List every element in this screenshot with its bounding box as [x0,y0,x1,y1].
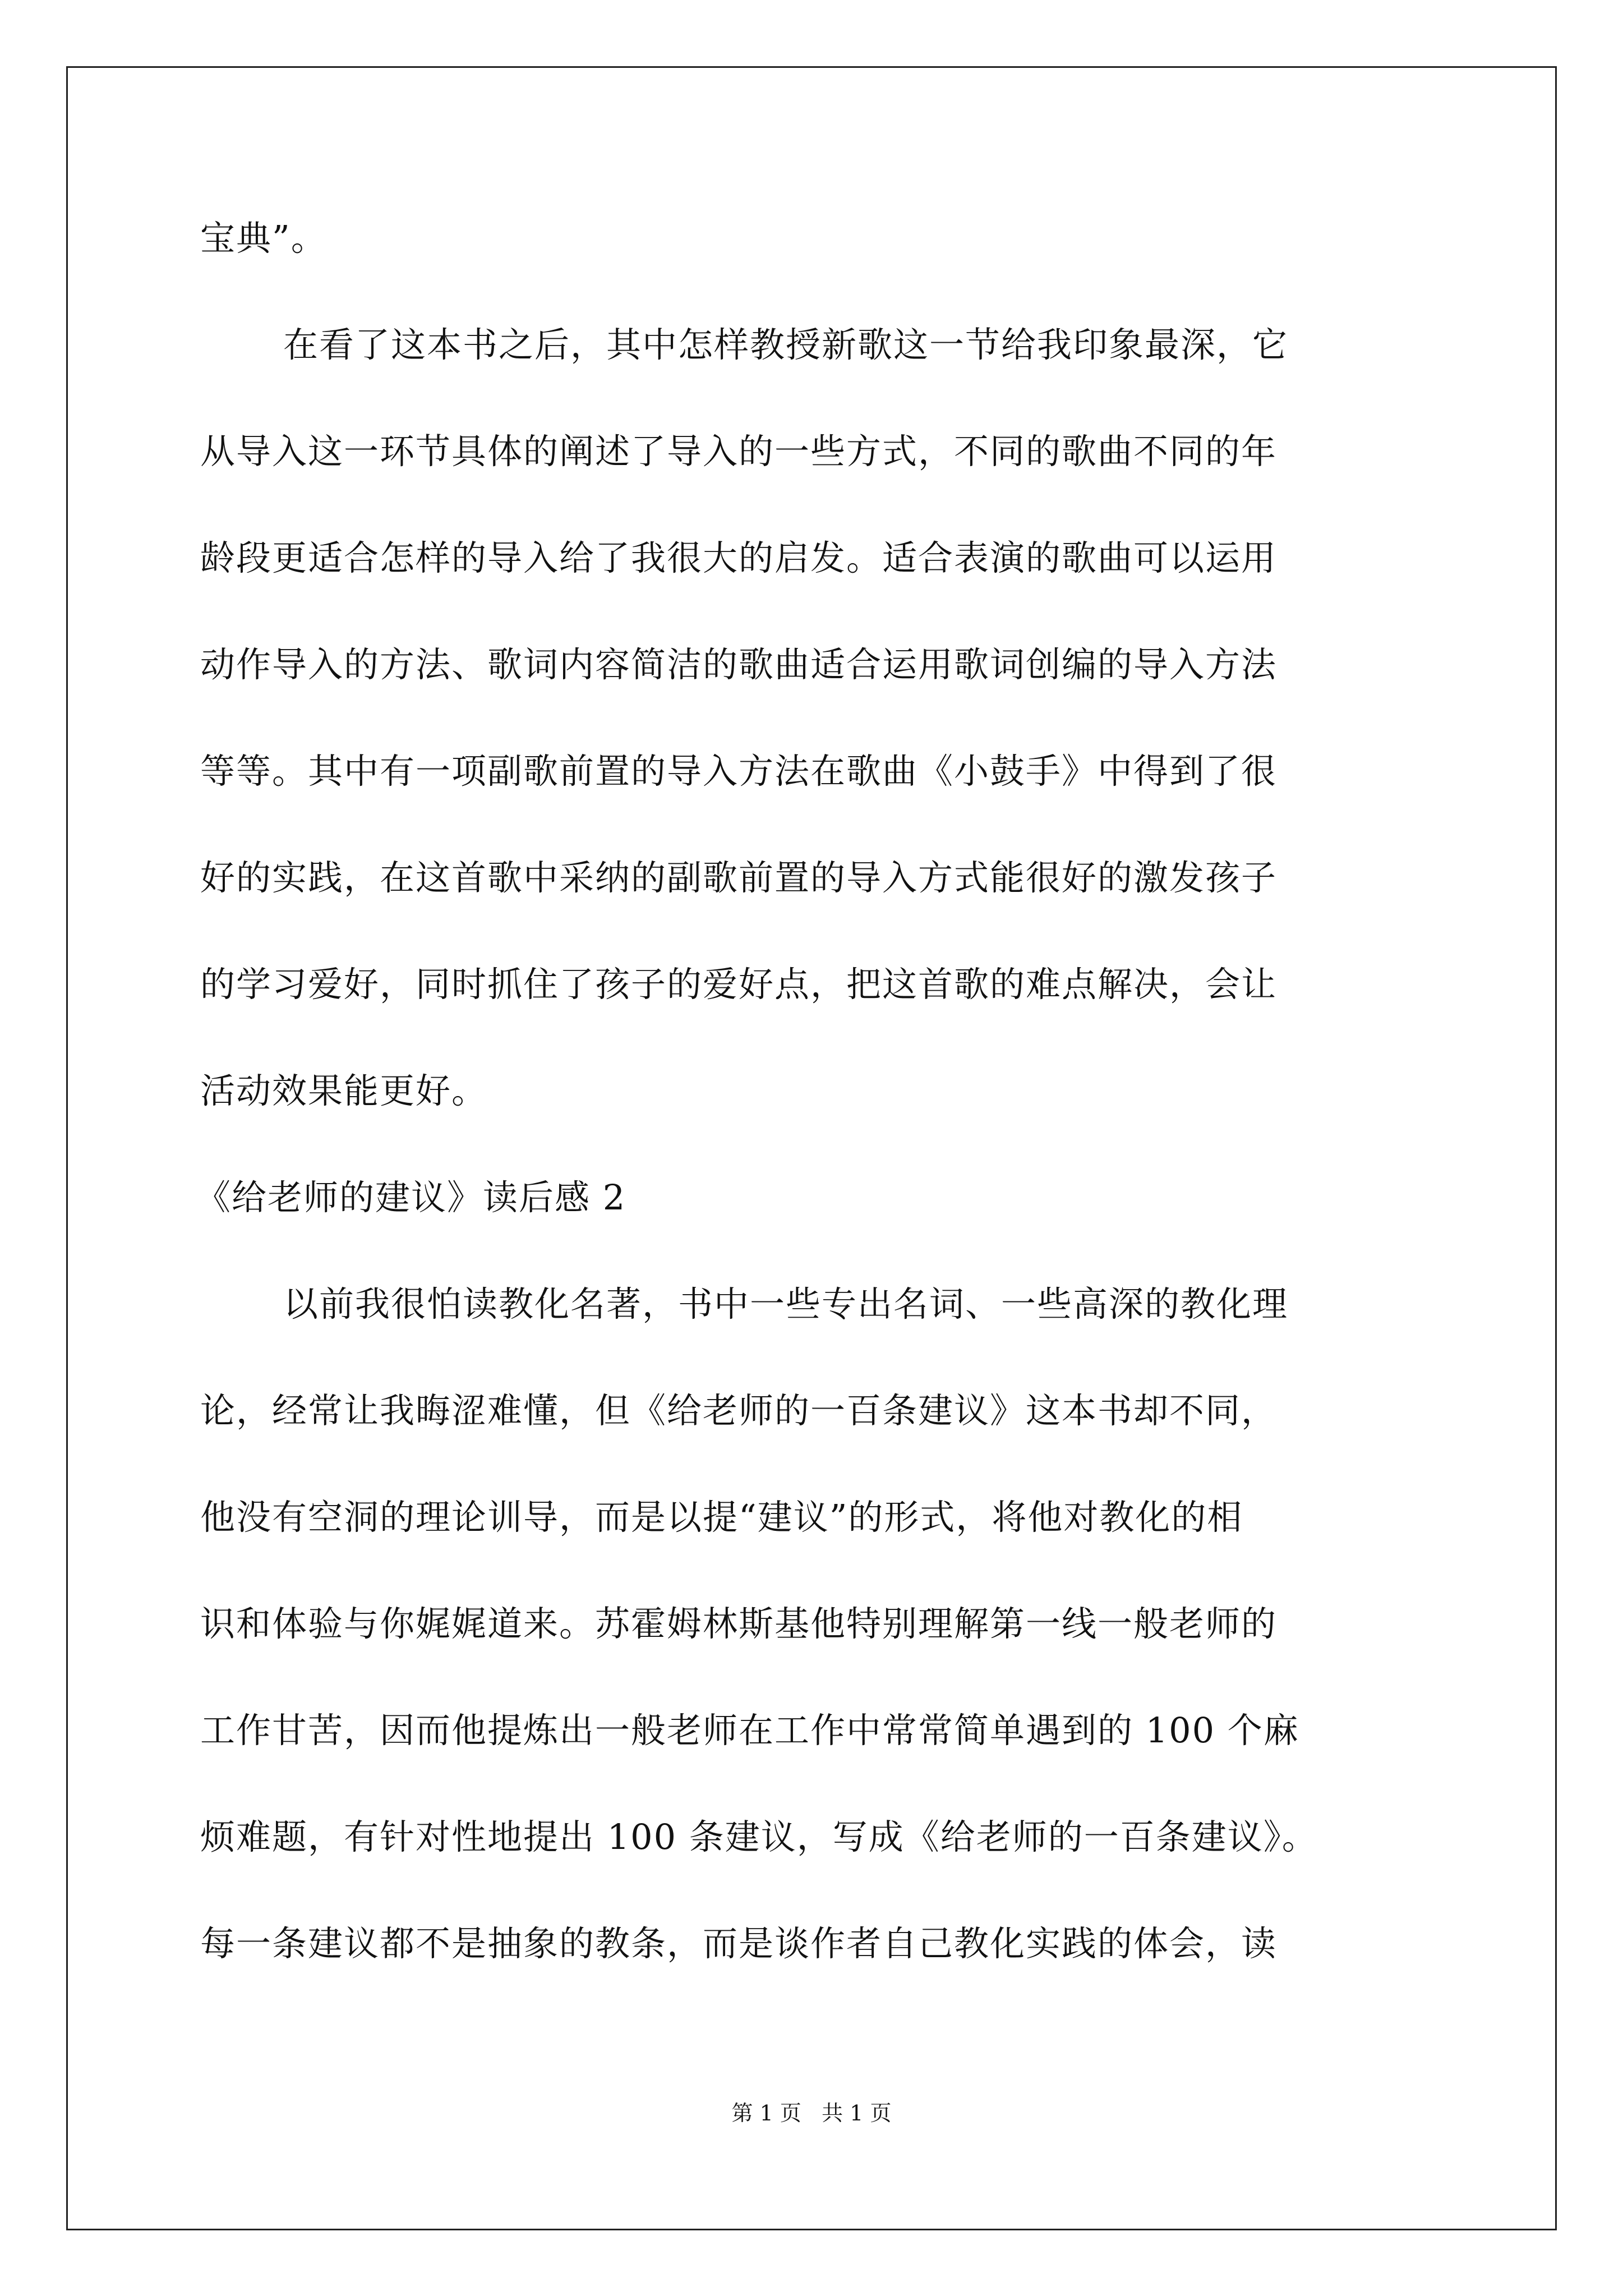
paragraph-line: 论，经常让我晦涩难懂，但《给老师的一百条建议》这本书却不同， [200,1390,1278,1431]
paragraph-line: 好的实践，在这首歌中采纳的副歌前置的导入方式能很好的激发孩子 [200,857,1278,898]
page-border [66,66,1557,2230]
paragraph-line: 动作导入的方法、歌词内容简洁的歌曲适合运用歌词创编的导入方法 [200,644,1278,685]
paragraph-line: 活动效果能更好。 [200,1070,488,1111]
paragraph-line: 以前我很怕读教化名著，书中一些专出名词、一些高深的教化理 [283,1283,1289,1324]
paragraph-line: 他没有空洞的理论训导，而是以提“建议”的形式，将他对教化的相 [200,1497,1243,1538]
paragraph-line: 从导入这一环节具体的阐述了导入的一些方式，不同的歌曲不同的年 [200,431,1278,472]
paragraph-line: 等等。其中有一项副歌前置的导入方法在歌曲《小鼓手》中得到了很 [200,751,1278,792]
paragraph-line: 每一条建议都不是抽象的教条，而是谈作者自己教化实践的体会，读 [200,1923,1278,1964]
paragraph-line: 烦难题，有针对性地提出 100 条建议，写成《给老师的一百条建议》。 [200,1816,1318,1857]
paragraph-line: 龄段更适合怎样的导入给了我很大的启发。适合表演的歌曲可以运用 [200,537,1278,578]
paragraph-line: 的学习爱好，同时抓住了孩子的爱好点，把这首歌的难点解决，会让 [200,964,1278,1005]
paragraph-line: 宝典”。 [200,218,327,259]
section-heading: 《给老师的建议》读后感 2 [196,1177,626,1218]
paragraph-line: 在看了这本书之后，其中怎样教授新歌这一节给我印象最深，它 [283,324,1289,365]
paragraph-line: 识和体验与你娓娓道来。苏霍姆林斯基他特别理解第一线一般老师的 [200,1603,1278,1644]
page-footer: 第 1 页 共 1 页 [731,2101,892,2125]
paragraph-line: 工作甘苦，因而他提炼出一般老师在工作中常常简单遇到的 100 个麻 [200,1710,1299,1751]
